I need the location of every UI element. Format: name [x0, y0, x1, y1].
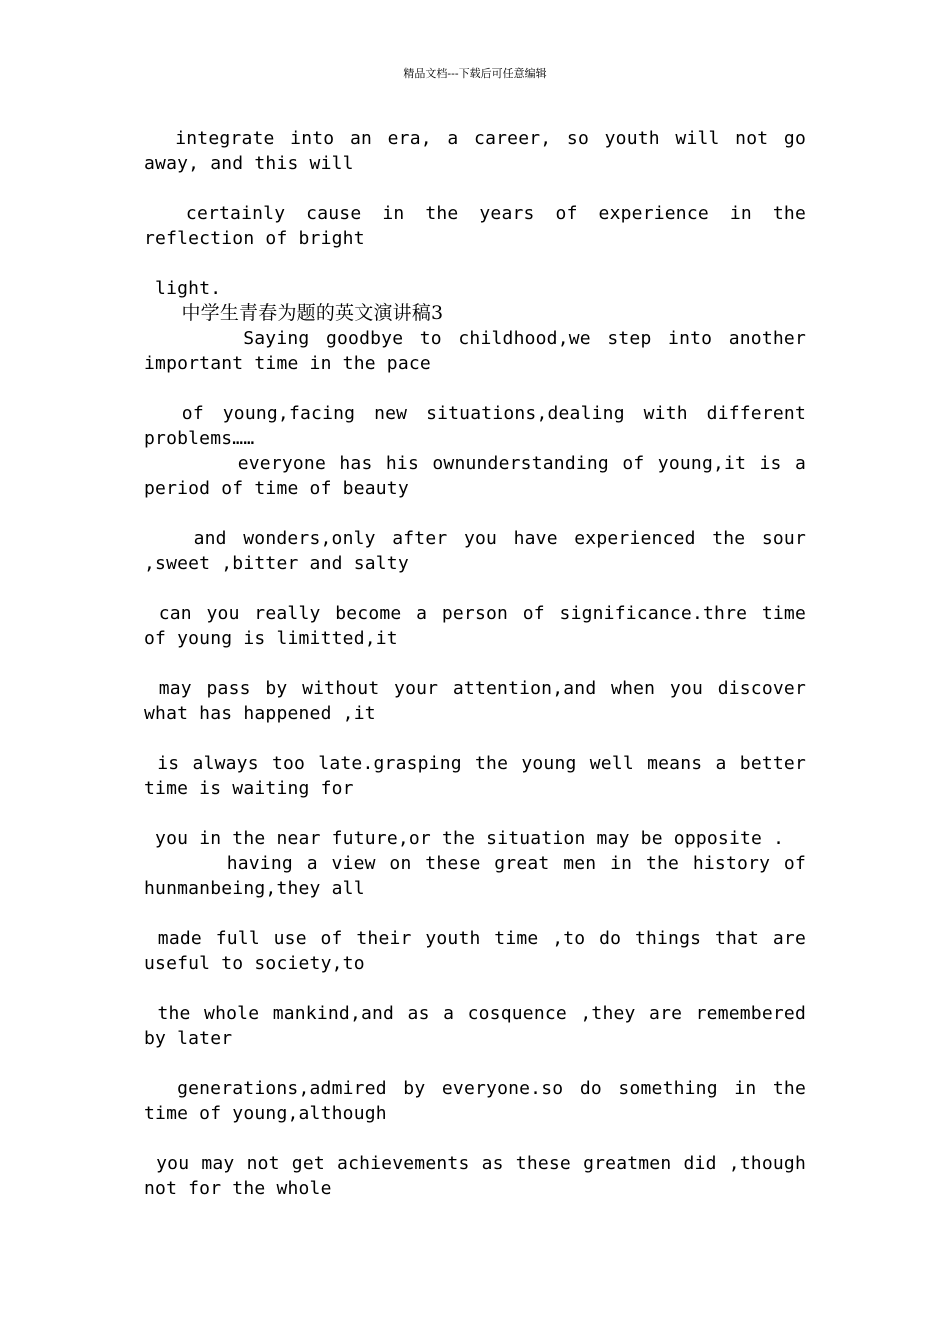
paragraph: everyone has his ownunderstanding of young,it is a period of time of beauty [144, 453, 818, 499]
paragraph: made full use of their youth time ,to do things that are useful to society,to [144, 928, 818, 974]
document-body [144, 126, 818, 1201]
paragraph: can you really become a person of significance.thre time of young is limitted,it [144, 603, 818, 649]
page-header: 精品文档---下载后可任意编辑 [403, 67, 547, 80]
section-heading: 中学生青春为题的英文演讲稿3 [144, 302, 444, 324]
paragraph: of young,facing new situations,dealing with different problems…… [144, 403, 818, 449]
paragraph: may pass by without your attention,and when you discover what has happened ,it [144, 678, 818, 724]
paragraph: and wonders,only after you have experienced the sour ,sweet ,bitter and salty [144, 528, 818, 574]
paragraph: the whole mankind,and as a cosquence ,they are remembered by later [144, 1003, 818, 1049]
paragraph: you may not get achievements as these greatmen did ,though not for the whole [144, 1153, 818, 1199]
paragraph: having a view on these great men in the history of hunmanbeing,they all [144, 853, 818, 899]
paragraph: you in the near future,or the situation may be opposite . [144, 828, 785, 849]
paragraph: Saying goodbye to childhood,we step into another important time in the pace [144, 328, 818, 374]
paragraph: generations,admired by everyone.so do something in the time of young,although [144, 1078, 818, 1124]
paragraph: light. [144, 278, 222, 299]
paragraph: is always too late.grasping the young well means a better time is waiting for [144, 753, 818, 799]
paragraph: integrate into an era, a career, so youth will not go away, and this will [144, 128, 818, 174]
paragraph: certainly cause in the years of experience in the reflection of bright [144, 203, 818, 249]
